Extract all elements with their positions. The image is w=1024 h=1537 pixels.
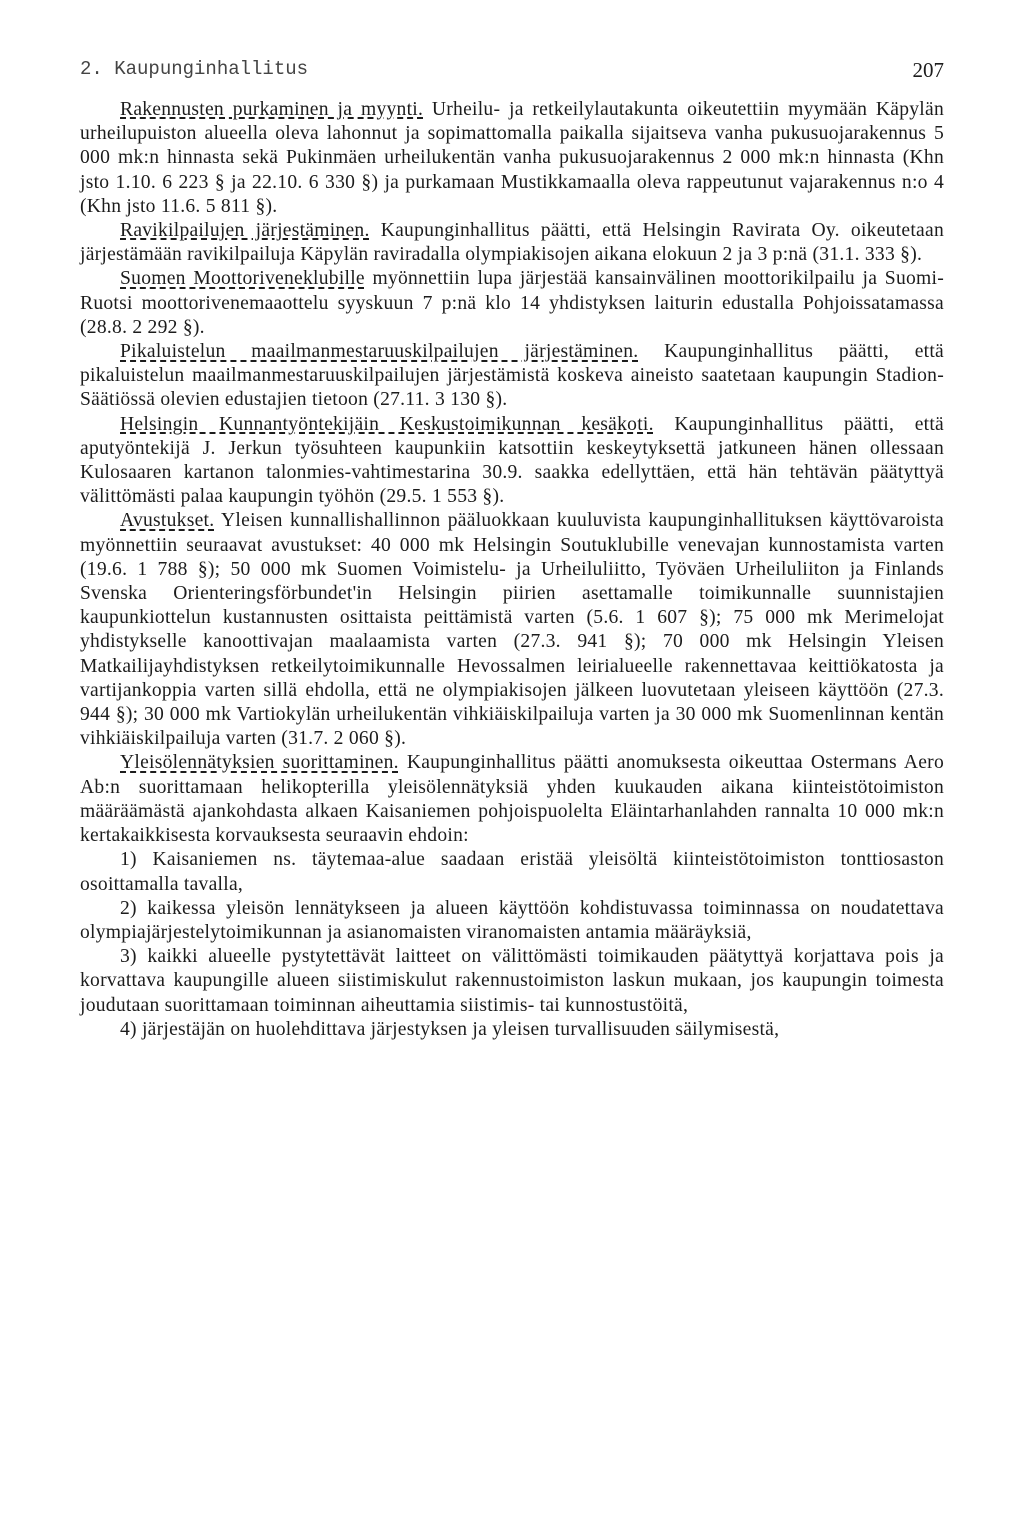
body-text — [80, 98, 944, 1042]
paragraph-demolition-sale — [80, 98, 944, 219]
paragraph-heading: Rakennusten purkaminen ja myynti. — [120, 99, 424, 120]
paragraph-public-flights — [80, 751, 944, 848]
list-item: 3) kaikki alueelle pystytettävät laitteet on välittömästi toimikauden päätyttyä korjattava pois ja korvattava kaupungille alueen siistimiskulut rakennustoimiston laskun mukaan, jos kaupungin toimesta joudutaan suorittamaan toiminnan aiheuttamia siistimis- tai kunnostustöitä, — [80, 946, 944, 1016]
list-item: 4) järjestäjän on huolehdittava järjestyksen ja yleisen turvallisuuden säilymisestä, — [120, 1018, 780, 1040]
paragraph-motorboat-club — [80, 267, 944, 340]
running-header — [80, 58, 944, 88]
paragraph-heading: Avustukset. — [120, 510, 215, 532]
conditions-list — [80, 848, 944, 1042]
document-page — [80, 58, 944, 1042]
paragraph-heading: Ravikilpailujen järjestäminen. — [120, 220, 370, 242]
paragraph-text: Kaupunginhallitus päätti, että pikaluistelun maailmanmestaruuskilpailujen järjestämistä koskeva aineisto saatetaan kaupungin Stadion-Säätiössä olevien edustajien tietoon (27.11. 3 130 §). — [80, 341, 944, 411]
section-title: 2. Kaupunginhallitus — [80, 58, 309, 80]
paragraph-text: Urheilu- ja retkeilylautakunta oikeutettiin myymään Käpylän urheilupuiston alueella oleva lahonnut ja sopimattomalla paikalla sijaitseva vanha pukusuojarakennus 5 000 mk:n hinnasta sekä Pukinmäen urheilukentän vanha pukusuojarakennus 2 000 mk:n hinnasta (Khn jsto 1.10. 6 223 § ja 22.10. 6 330 §) ja purkamaan Mustikkamaalla oleva rappeutunut vajarakennus n:o 4 (Khn jsto 11.6. 5 811 §). — [80, 99, 944, 217]
list-item: 1) Kaisaniemen ns. täytemaa-alue saadaan eristää yleisöltä kiinteistötoimiston tonttiosaston osoittamalla tavalla, — [80, 849, 944, 895]
paragraph-heading: Suomen Moottoriveneklubille — [120, 268, 365, 290]
paragraph-text: Yleisen kunnallishallinnon pääluokkaan kuuluvista kaupunginhallituksen käyttövaroista myönnettiin seuraavat avustukset: 40 000 mk Helsingin Soutuklubille venevajan kunnostamista varten (19.6. 1 788 §); 50 000 mk Suomen Voimistelu- ja Urheiluliitto, Työväen Urheiluliiton ja Finlands Svenska Orienteringsförbundet'in Helsingin piirien asettamalle toimikunnalle suunnistajien kaupunkiottelun kustannusten osittaista peittämistä varten (5.6. 1 607 §); 75 000 mk Merimelojat yhdistykselle kanoottivajan maalaamista varten (27.3. 941 §); 70 000 mk Helsingin Yleisen Matkailijayhdistyksen retkeilytoimikunnalle Hevossalmen leirialueelle rakennettavaa keittiökatosta ja vartijankoppia varten sillä ehdolla, että ne olympiakisojen jälkeen luovutetaan yleiseen käyttöön (27.3. 944 §); 30 000 mk Vartiokylän urheilukentän vihkiäiskilpailuja varten ja 30 000 mk Suomenlinnan kentän vihkiäiskilpailuja varten (31.7. 2 060 §). — [80, 510, 944, 750]
paragraph-text: Kaupunginhallitus päätti anomuksesta oikeuttaa Ostermans Aero Ab:n suorittamaan helikopterilla yleisölennätyksiä yhden kuukauden aikana kiinteistötoimiston määräämästä ajankohdasta alkaen Kaisaniemen pohjoispuolelta Eläintarhanlahden rannalta 10 000 mk:n kertakaikkisesta korvauksesta seuraavin ehdoin: — [80, 752, 944, 847]
page-number: 207 — [912, 58, 944, 82]
paragraph-heading: Helsingin Kunnantyöntekijäin Keskustoimikunnan kesäkoti. — [120, 413, 654, 435]
paragraph-grants — [80, 509, 944, 751]
paragraph-horse-racing — [80, 219, 944, 267]
paragraph-summer-home — [80, 413, 944, 510]
paragraph-speed-skating — [80, 340, 944, 413]
list-item: 2) kaikessa yleisön lennätykseen ja alueen käyttöön kohdistuvassa toiminnassa on noudatettava olympiajärjestelytoimikunnan ja asianomaisten viranomaisten antamia määräyksiä, — [80, 897, 944, 943]
paragraph-text: Kaupunginhallitus päätti, että Helsingin Ravirata Oy. oikeutetaan järjestämään ravikilpailuja Käpylän raviradalla olympiakisojen aikana elokuun 2 ja 3 p:nä (31.1. 333 §). — [80, 220, 944, 266]
paragraph-heading: Pikaluistelun maailmanmestaruuskilpailujen järjestäminen. — [120, 341, 639, 363]
paragraph-text: Kaupunginhallitus päätti, että aputyöntekijä J. Jerkun työsuhteen kaupunkiin katsottiin keskeytyksettä jatkuneen hänen ollessaan Kulosaaren kartanon talonmies-vahtimestarina 30.9. saakka edellyttäen, että hän tehtävän päätyttyä välittömästi palaa kaupungin työhön (29.5. 1 553 §). — [80, 413, 944, 508]
paragraph-heading: Yleisölennätyksien suorittaminen. — [120, 752, 399, 774]
paragraph-text: myönnettiin lupa järjestää kansainvälinen moottorikilpailu ja Suomi-Ruotsi moottorivenemaaottelu syyskuun 7 p:nä klo 14 yhdistyksen laiturin edustalla Pohjoissatamassa (28.8. 2 292 §). — [80, 268, 944, 338]
